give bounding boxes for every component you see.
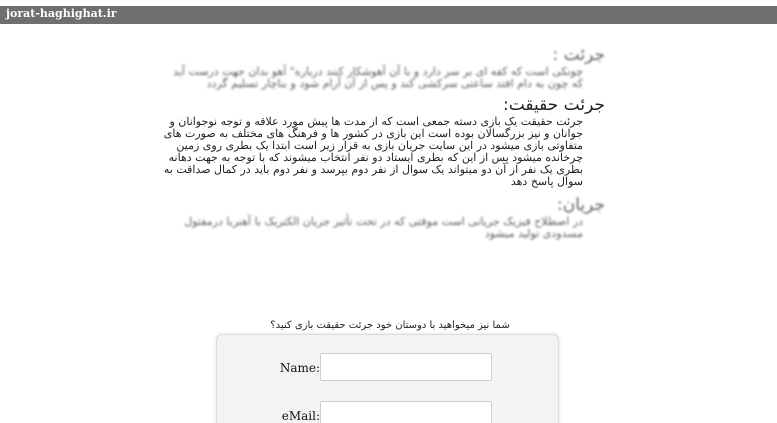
invite-text: شما نیز میخواهید با دوستان خود جرئت حقیقت بازی کنید؟: [270, 320, 510, 331]
name-input[interactable]: [320, 353, 492, 381]
section-text: چونکی است که کفه ای بر سر دارد و با آن آهوشکار کنند درباره" آهو بدان جهت درست آید که چون به دام افتد ساعتی سرکشی کند و پس از آن آرام شود و بناچار تسلیم گردد: [173, 65, 583, 90]
signup-form: [216, 334, 559, 423]
section-heading: جرئت حقیقت:: [503, 95, 605, 115]
name-label: Name:: [279, 361, 320, 375]
content-area: [150, 44, 605, 240]
section-heading: جرئت :: [552, 45, 605, 65]
section-definition-jarayan: [150, 194, 605, 240]
site-name[interactable]: jorat-haghighat.ir: [6, 7, 117, 20]
section-text: در اصطلاح فیزیک جریانی است موقتی که در تحت تأثیر جریان الکتریک با آهنربا درمفتول مسدودی تولید میشود: [184, 215, 583, 240]
section-truth-or-dare: [150, 94, 605, 188]
top-bar: [0, 6, 777, 24]
email-input[interactable]: [320, 401, 492, 423]
section-text: جرئت حقیقت یک بازی دسته جمعی است که از مدت ها پیش مورد علاقه و توجه نوجوانان و جوانان و نیز بزرگسالان بوده است این بازی در کشور ها و فرهنگ های مختلف به صورت های متفاوتی بازی میشود در این سایت جریان بازی به قرار زیر است ابتدا یک بطری روی زمین چرخانده میشود پس از این که بطری ایستاد دو نفر انتخاب میشوند که با توجه به جهت دهانه بطری یک نفر از آن دو میتواند یک سوال از نفر دوم بپرسد و نفر دوم باید در کمال صداقت به سوال پاسخ دهد: [163, 115, 583, 188]
section-heading: جریان:: [556, 195, 605, 215]
section-definition-joraat: [150, 44, 605, 90]
email-row: [217, 401, 560, 423]
email-label: eMail:: [281, 409, 320, 423]
name-row: [217, 353, 560, 383]
